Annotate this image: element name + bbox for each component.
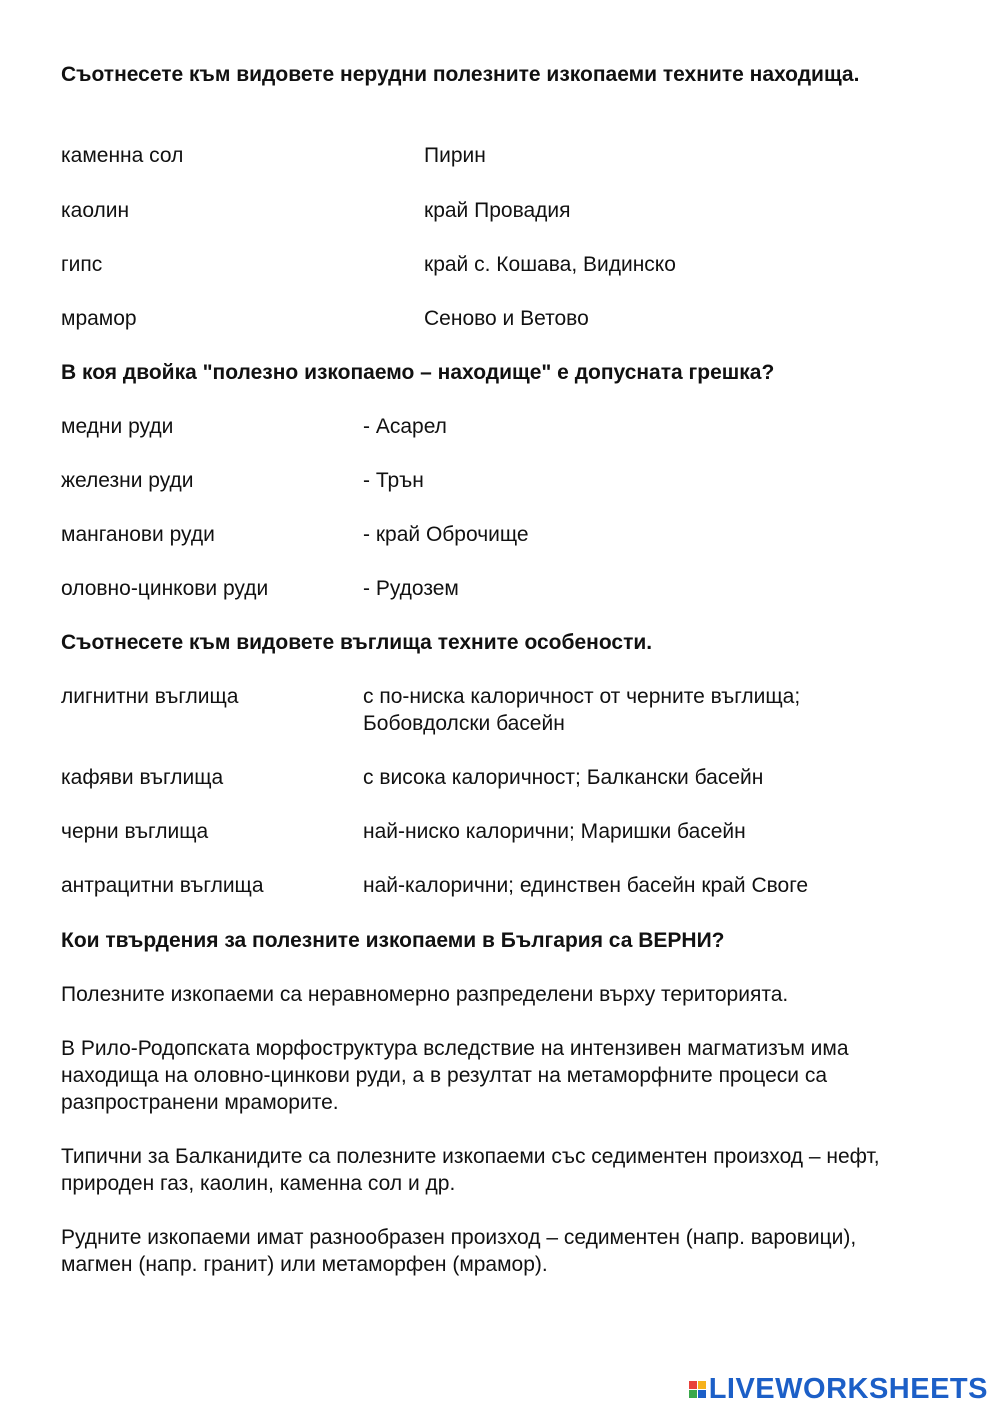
coal-property-line: с по-ниска калоричност от черните въглища;: [363, 685, 801, 708]
logo-block: [698, 1381, 706, 1389]
ore-label: манганови руди: [61, 523, 215, 546]
question-2-title: В коя двойка "полезно изкопаемо – находище" е допусната грешка?: [61, 361, 775, 384]
deposit-label: - край Оброчище: [363, 523, 529, 546]
deposit-label[interactable]: Сеново и Ветово: [424, 307, 589, 330]
statement-option[interactable]: В Рило-Родопската морфоструктура вследствие на интензивен магматизъм има находища на оловно-цинкови руди, а в резултат на метаморфните процеси са разпространени мраморите.: [61, 1037, 849, 1114]
liveworksheets-logo: [689, 1374, 988, 1404]
deposit-label: - Асарел: [363, 415, 447, 438]
coal-property-line: Бобовдолски басейн: [363, 712, 565, 735]
deposit-label: - Рудозем: [363, 577, 459, 600]
deposit-label[interactable]: край Провадия: [424, 199, 571, 222]
coal-property-label[interactable]: [363, 683, 800, 737]
mineral-label: мрамор: [61, 307, 137, 330]
coal-type-label: лигнитни въглища: [61, 685, 239, 708]
logo-block: [698, 1390, 706, 1398]
question-1-title: Съотнесете към видовете нерудни полезните изкопаеми техните находища.: [61, 63, 860, 86]
coal-type-label: черни въглища: [61, 820, 209, 843]
deposit-label[interactable]: Пирин: [424, 144, 486, 167]
mineral-label: каменна сол: [61, 144, 184, 167]
logo-text: LIVEWORKSHEETS: [708, 1373, 988, 1405]
coal-type-label: кафяви въглища: [61, 766, 224, 789]
logo-block: [689, 1390, 697, 1398]
coal-property-label[interactable]: най-калорични; единствен басейн край Своге: [363, 874, 809, 897]
statement-option[interactable]: Полезните изкопаеми са неравномерно разпределени върху територията.: [61, 983, 789, 1006]
mineral-label: гипс: [61, 253, 103, 276]
deposit-label[interactable]: край с. Кошава, Видинско: [424, 253, 676, 276]
question-3-title: Съотнесете към видовете въглища техните особености.: [61, 631, 653, 654]
coal-property-label[interactable]: с висока калоричност; Балкански басейн: [363, 766, 764, 789]
logo-block: [689, 1381, 697, 1389]
deposit-label: - Трън: [363, 469, 424, 492]
ore-label: железни руди: [61, 469, 194, 492]
logo-blocks-icon: [689, 1381, 706, 1398]
statement-option[interactable]: Рудните изкопаеми имат разнообразен произход – седиментен (напр. варовици), магмен (напр. гранит) или метаморфен (мрамор).: [61, 1226, 857, 1276]
statement-option[interactable]: Типични за Балканидите са полезните изкопаеми със седиментен произход – нефт, природен газ, каолин, каменна сол и др.: [61, 1145, 880, 1195]
mineral-label: каолин: [61, 199, 130, 222]
coal-type-label: антрацитни въглища: [61, 874, 264, 897]
ore-label: медни руди: [61, 415, 174, 438]
question-4-title: Кои твърдения за полезните изкопаеми в България са ВЕРНИ?: [61, 929, 725, 952]
ore-label: оловно-цинкови руди: [61, 577, 269, 600]
coal-property-label[interactable]: най-ниско калорични; Маришки басейн: [363, 820, 746, 843]
